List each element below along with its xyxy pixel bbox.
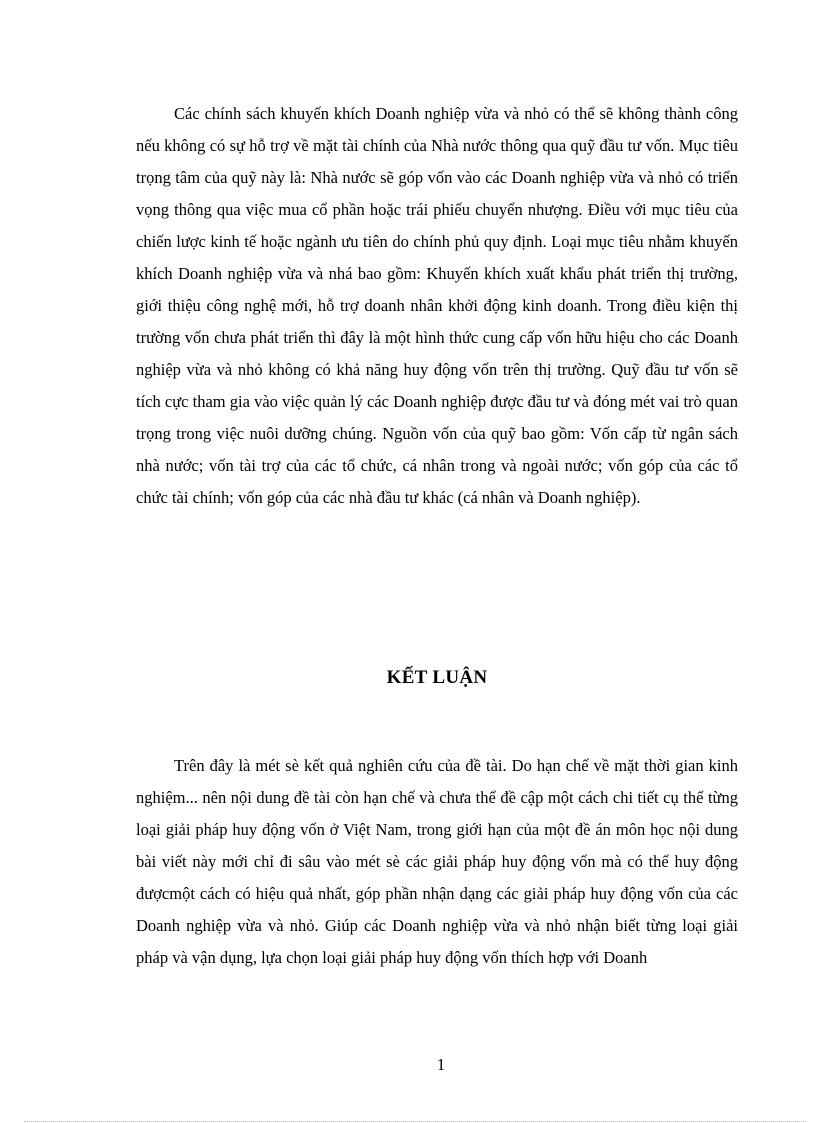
page-bottom-divider [24,1121,806,1122]
section-heading-conclusion: KẾT LUẬN [386,667,488,688]
page-number: 1 [436,1055,446,1074]
body-paragraph-funding: Các chính sách khuyến khích Doanh nghiệp vừa và nhỏ có thể sẽ không thành công nếu không có sự hỗ trợ về mặt tài chính của Nhà nước thông qua quỹ đầu tư vốn. Mục tiêu trọng tâm của quỹ này là: Nhà nước sẽ góp vốn vào các Doanh nghiệp vừa và nhỏ có triển vọng thông qua việc mua cổ phần hoặc trái phiếu chuyển nhượng. Điều với mục tiêu của chiến lược kinh tế hoặc ngành ưu tiên do chính phủ quy định. Loại mục tiêu nhằm khuyến khích Doanh nghiệp vừa và nhá bao gồm: Khuyến khích xuất khẩu phát triển thị trường, giới thiệu công nghệ mới, hỗ trợ doanh nhân khởi động kinh doanh. Trong điều kiện thị trường vốn chưa phát triển thì đây là một hình thức cung cấp vốn hữu hiệu cho các Doanh nghiệp vừa và nhỏ không có khả năng huy động vốn trên thị trường. Quỹ đầu tư vốn sẽ tích cực tham gia vào việc quản lý các Doanh nghiệp được đầu tư và đóng mét vai trò quan trọng trong việc nuôi dưỡng chúng. Nguồn vốn của quỹ bao gồm: Vốn cấp từ ngân sách nhà nước; vốn tài trợ của các tổ chức, cá nhân trong và ngoài nước; vốn góp của các tổ chức tài chính; vốn góp của các nhà đầu tư khác (cá nhân và Doanh nghiệp). [136,104,738,507]
body-paragraph-conclusion: Trên đây là mét sè kết quả nghiên cứu của đề tài. Do hạn chế về mặt thời gian kinh nghiệm... nên nội dung đề tài còn hạn chế và chưa thể đề cập một cách chi tiết cụ thể từng loại giải pháp huy động vốn ở Việt Nam, trong giới hạn của một đề án môn học nội dung bài viết này mới chỉ đi sâu vào mét sè các giải pháp huy động vốn mà có thể huy động đượcmột cách có hiệu quả nhất, góp phần nhận dạng các giải pháp huy động vốn của các Doanh nghiệp vừa và nhỏ. Giúp các Doanh nghiệp vừa và nhỏ nhận biết từng loại giải pháp và vận dụng, lựa chọn loại giải pháp huy động vốn thích hợp với Doanh [136,756,738,967]
